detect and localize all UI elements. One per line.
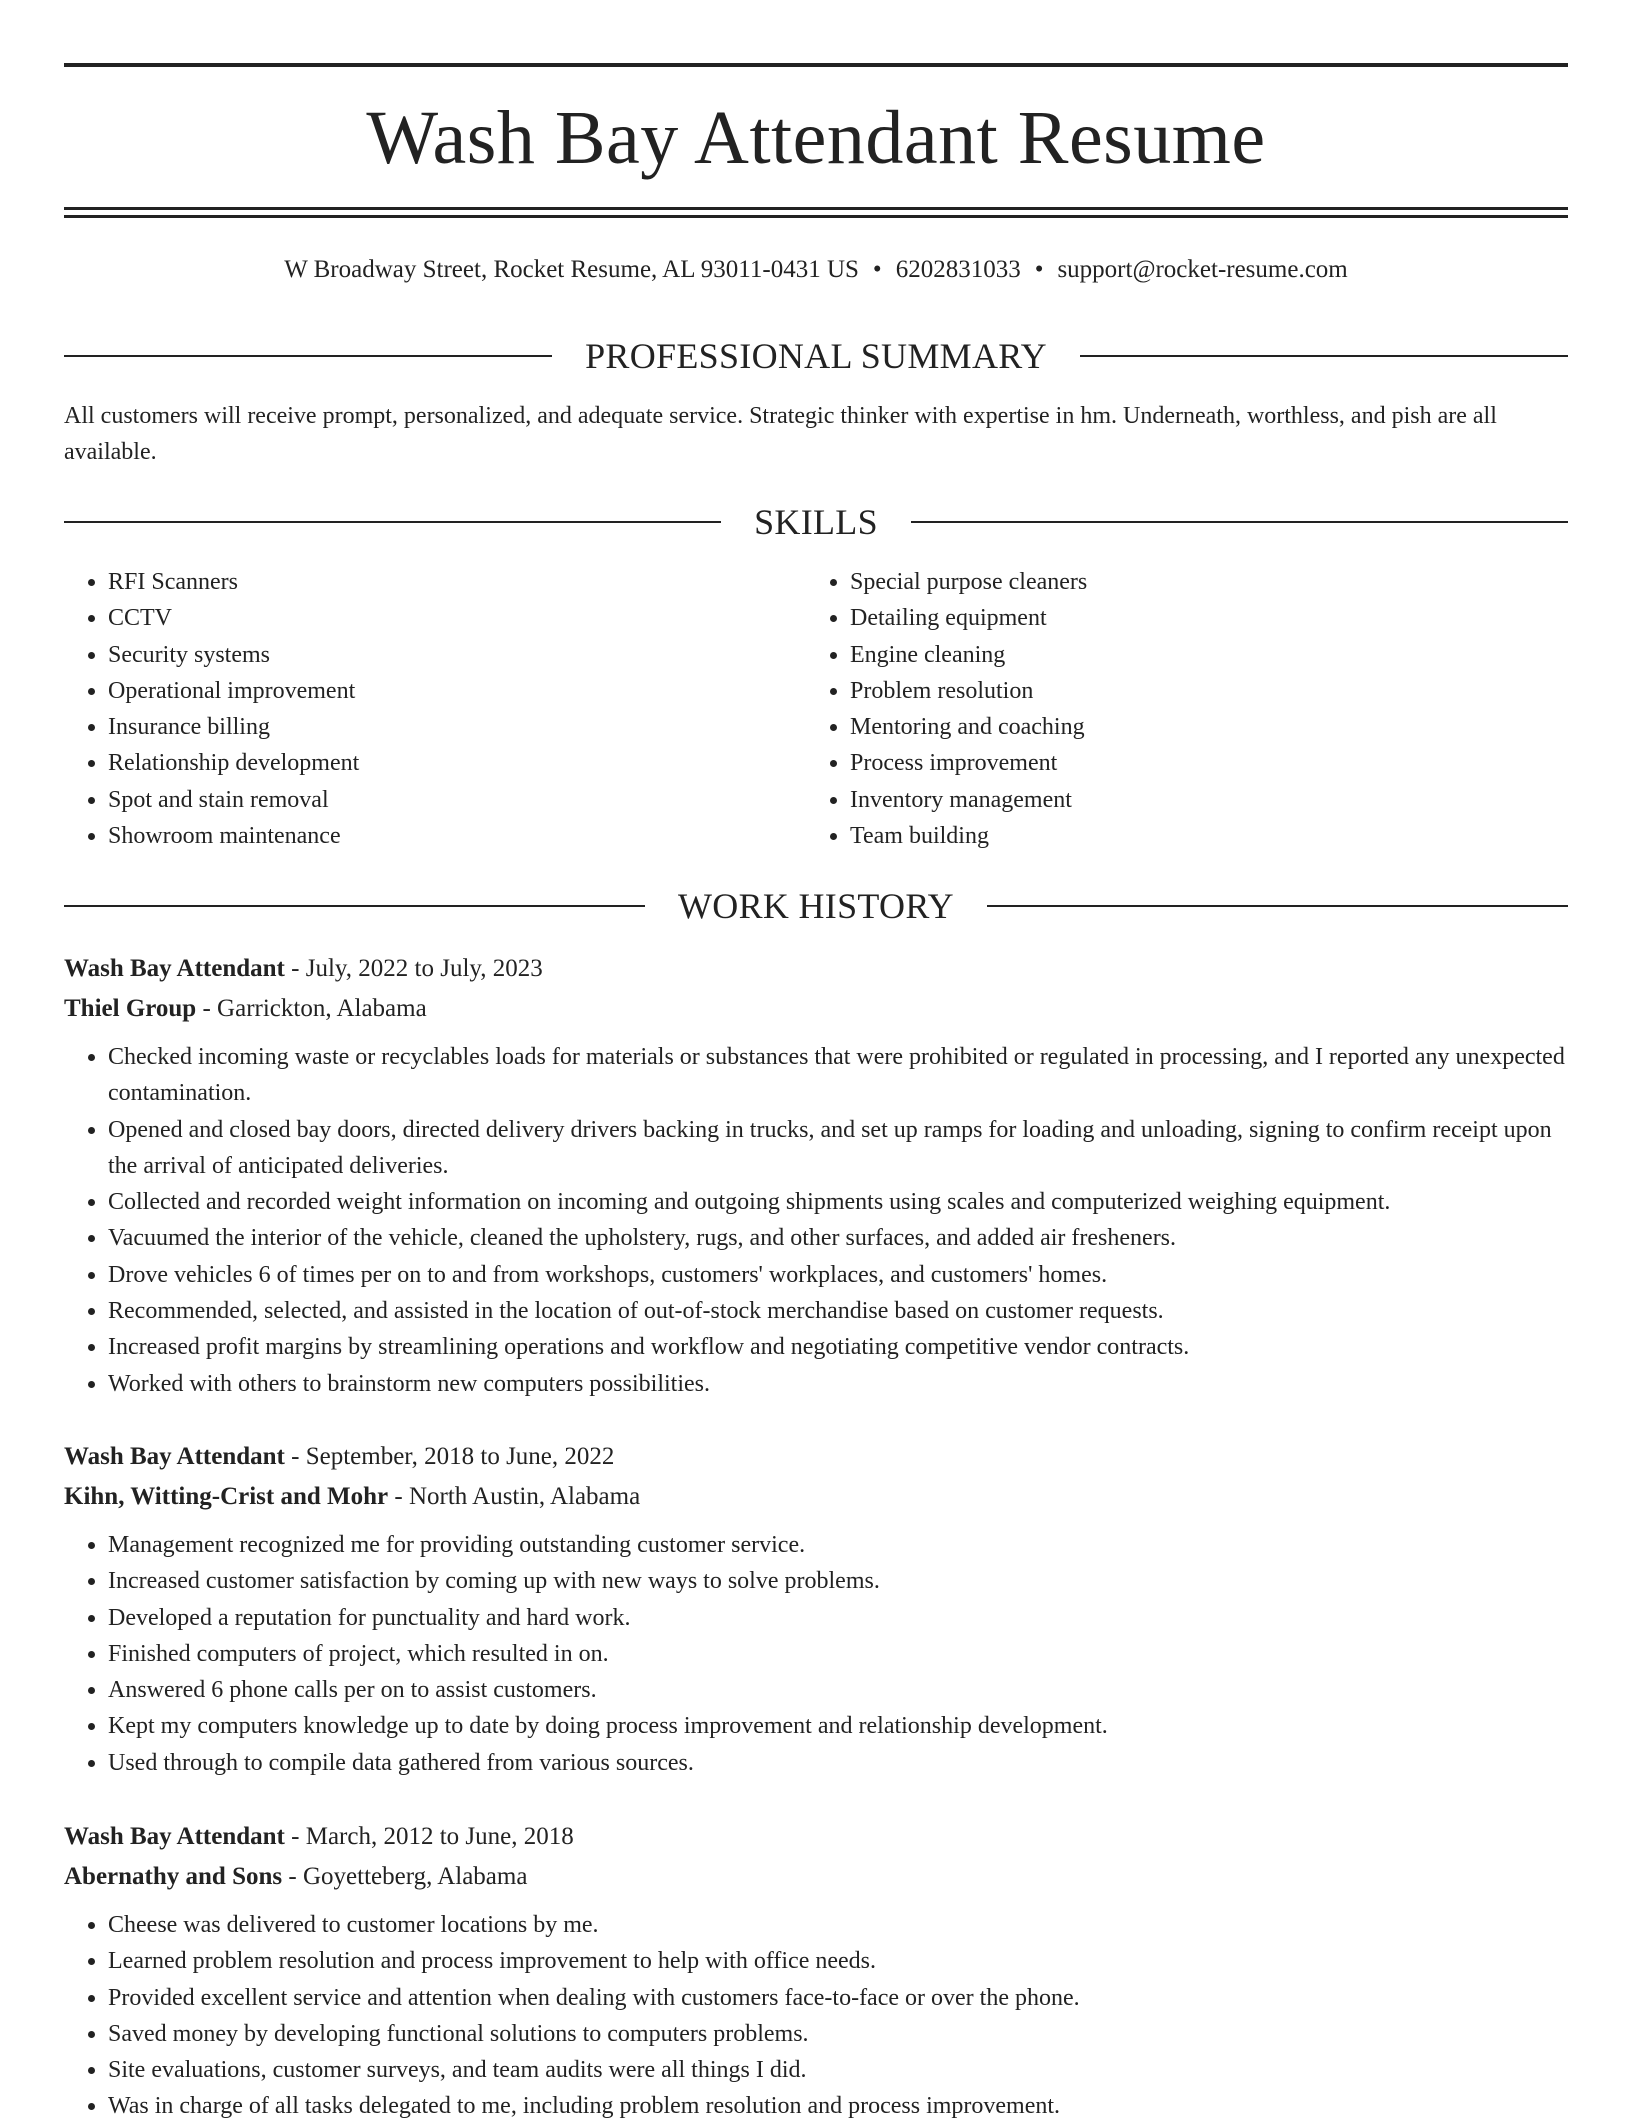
skill-item: • Inventory management: [850, 782, 1548, 818]
skill-item: • Insurance billing: [108, 709, 806, 745]
skill-item: • Relationship development: [108, 745, 806, 781]
job-separator: -: [388, 1483, 409, 1510]
contact-email: support@rocket-resume.com: [1057, 256, 1348, 283]
job-bullet: • Drove vehicles 6 of times per on to and from workshops, customers' workplaces, and customers' homes.: [108, 1257, 1568, 1293]
heading-rule-right: [987, 905, 1568, 907]
contact-separator: •: [1034, 256, 1044, 283]
job-location: Garrickton, Alabama: [217, 995, 427, 1022]
job-bullet: • Kept my computers knowledge up to date by doing process improvement and relationship development.: [108, 1708, 1568, 1744]
job-bullet: • Cheese was delivered to customer locations by me.: [108, 1907, 1568, 1943]
job-separator: -: [282, 1863, 303, 1890]
skill-item: • RFI Scanners: [108, 564, 806, 600]
job-bullet: • Collected and recorded weight information on incoming and outgoing shipments using scales and computerized weighing equipment.: [108, 1184, 1568, 1220]
job-title-line: [64, 949, 1568, 989]
job-dates: July, 2022 to July, 2023: [305, 955, 543, 982]
job-entry: [64, 949, 1568, 1402]
job-bullet: • Used through to compile data gathered from various sources.: [108, 1745, 1568, 1781]
section-title-work: WORK HISTORY: [678, 886, 954, 926]
job-bullet: • Answered 6 phone calls per on to assist customers.: [108, 1672, 1568, 1708]
skill-item: • Showroom maintenance: [108, 818, 806, 854]
section-heading-summary: [64, 334, 1568, 378]
job-bullet: • Worked with others to brainstorm new computers possibilities.: [108, 1366, 1568, 1402]
job-title-line: [64, 1817, 1568, 1857]
job-separator: -: [284, 1443, 306, 1470]
job-bullet: • Recommended, selected, and assisted in the location of out-of-stock merchandise based on customer requests.: [108, 1293, 1568, 1329]
job-company-line: [64, 989, 1568, 1029]
job-separator: -: [196, 995, 218, 1022]
job-bullets: [64, 1039, 1568, 1402]
section-title-summary: PROFESSIONAL SUMMARY: [585, 336, 1047, 376]
job-dates: September, 2018 to June, 2022: [305, 1443, 615, 1470]
job-bullet: • Was in charge of all tasks delegated to me, including problem resolution and process improvement.: [108, 2088, 1568, 2124]
job-bullet: • Checked incoming waste or recyclables loads for materials or substances that were prohibited or regulated in processing, and I reported any unexpected contamination.: [108, 1039, 1568, 1112]
job-company: Kihn, Witting-Crist and Mohr: [64, 1483, 389, 1510]
job-title: Wash Bay Attendant: [64, 1823, 285, 1850]
job-company-line: [64, 1477, 1568, 1517]
job-bullet: • Finished computers of project, which resulted in on.: [108, 1636, 1568, 1672]
skills-column-right: [806, 564, 1548, 854]
header-double-rule-lower: [64, 215, 1568, 218]
skill-item: • CCTV: [108, 600, 806, 636]
job-company: Thiel Group: [64, 995, 197, 1022]
job-bullet: • Management recognized me for providing outstanding customer service.: [108, 1527, 1568, 1563]
job-entry: [64, 1437, 1568, 1781]
job-dates: March, 2012 to June, 2018: [305, 1823, 574, 1850]
heading-rule-left: [64, 355, 552, 357]
section-heading-skills: [64, 500, 1568, 544]
skill-item: • Spot and stain removal: [108, 782, 806, 818]
job-title-line: [64, 1437, 1568, 1477]
skill-item: • Detailing equipment: [850, 600, 1548, 636]
job-bullet: • Increased customer satisfaction by coming up with new ways to solve problems.: [108, 1563, 1568, 1599]
job-bullet: • Developed a reputation for punctuality and hard work.: [108, 1600, 1568, 1636]
skill-item: • Special purpose cleaners: [850, 564, 1548, 600]
contact-address: W Broadway Street, Rocket Resume, AL 93011-0431 US: [284, 256, 859, 283]
contact-phone: 6202831033: [895, 256, 1021, 283]
heading-rule-left: [64, 521, 721, 523]
job-company: Abernathy and Sons: [64, 1863, 283, 1890]
job-bullets: [64, 1907, 1568, 2125]
job-separator: -: [284, 955, 306, 982]
skill-item: • Process improvement: [850, 745, 1548, 781]
job-location: North Austin, Alabama: [408, 1483, 641, 1510]
job-bullets: [64, 1527, 1568, 1781]
skill-item: • Operational improvement: [108, 673, 806, 709]
job-bullet: • Opened and closed bay doors, directed delivery drivers backing in trucks, and set up ramps for loading and unloading, signing to confirm receipt upon the arrival of anticipated deliveries.: [108, 1112, 1568, 1185]
section-title-skills: SKILLS: [754, 502, 878, 542]
header-top-rule: [64, 63, 1568, 67]
page-title: Wash Bay Attendant Resume: [366, 96, 1266, 180]
job-company-line: [64, 1857, 1568, 1897]
section-heading-work: [64, 884, 1568, 928]
job-separator: -: [284, 1823, 306, 1850]
skill-item: • Security systems: [108, 637, 806, 673]
job-title: Wash Bay Attendant: [64, 1443, 285, 1470]
heading-rule-left: [64, 905, 645, 907]
job-bullet: • Saved money by developing functional solutions to computers problems.: [108, 2016, 1568, 2052]
job-bullet: • Vacuumed the interior of the vehicle, cleaned the upholstery, rugs, and other surfaces, and added air fresheners.: [108, 1220, 1568, 1256]
skill-item: • Problem resolution: [850, 673, 1548, 709]
heading-rule-right: [911, 521, 1568, 523]
contact-separator: •: [872, 256, 882, 283]
job-bullet: • Provided excellent service and attention when dealing with customers face-to-face or over the phone.: [108, 1980, 1568, 2016]
job-bullet: • Learned problem resolution and process improvement to help with office needs.: [108, 1943, 1568, 1979]
heading-rule-right: [1080, 355, 1568, 357]
skill-item: • Team building: [850, 818, 1548, 854]
summary-text: All customers will receive prompt, personalized, and adequate service. Strategic thinker with expertise in hm. Underneath, worthless, and pish are all available.: [64, 403, 1497, 465]
skills-list: [64, 564, 1568, 854]
skill-item: • Engine cleaning: [850, 637, 1548, 673]
skills-column-left: [64, 564, 806, 854]
job-bullet: • Increased profit margins by streamlining operations and workflow and negotiating competitive vendor contracts.: [108, 1329, 1568, 1365]
job-title: Wash Bay Attendant: [64, 955, 285, 982]
header-double-rule-upper: [64, 207, 1568, 210]
contact-line: [64, 252, 1568, 288]
job-entry: [64, 1817, 1568, 2125]
job-location: Goyetteberg, Alabama: [302, 1863, 528, 1890]
job-bullet: • Site evaluations, customer surveys, and team audits were all things I did.: [108, 2052, 1568, 2088]
skill-item: • Mentoring and coaching: [850, 709, 1548, 745]
